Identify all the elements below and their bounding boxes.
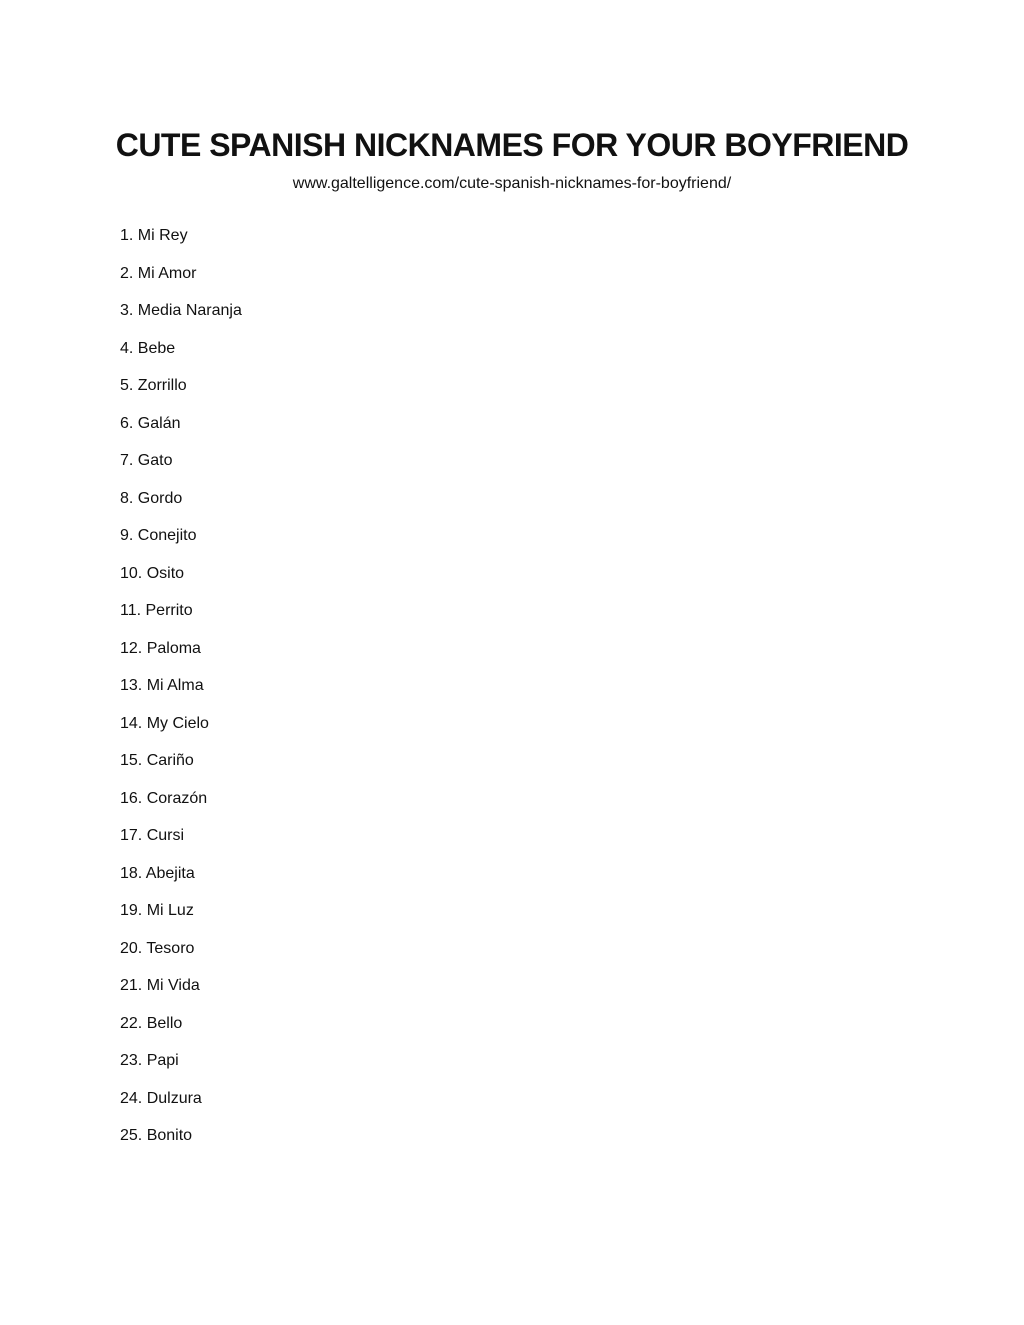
list-item: 16. Corazón [120, 789, 208, 807]
list-item: 3. Media Naranja [120, 302, 242, 319]
list-item: 23. Papi [120, 1052, 179, 1069]
list-item: 19. Mi Luz [120, 902, 194, 919]
list-item: 21. Mi Vida [120, 977, 200, 994]
list-item: 8. Gordo [120, 489, 183, 507]
list-item: 1. Mi Rey [120, 227, 188, 244]
page-title: CUTE SPANISH NICKNAMES FOR YOUR BOYFRIEND [115, 127, 909, 163]
list-item: 4. Bebe [120, 339, 176, 357]
nickname-list [120, 225, 242, 1163]
list-item: 9. Conejito [120, 527, 197, 544]
list-item: 12. Paloma [120, 639, 201, 657]
list-item: 15. Cariño [120, 752, 194, 769]
list-item: 24. Dulzura [120, 1089, 202, 1107]
list-item: 10. Osito [120, 564, 185, 582]
list-item: 11. Perrito [120, 602, 193, 619]
list-item: 7. Gato [120, 452, 173, 469]
list-item: 2. Mi Amor [120, 264, 197, 282]
list-item: 14. My Cielo [120, 714, 209, 732]
list-item: 5. Zorrillo [120, 377, 187, 394]
list-item: 25. Bonito [120, 1127, 193, 1144]
list-item: 17. Cursi [120, 827, 185, 844]
list-item: 18. Abejita [120, 864, 195, 882]
list-item: 13. Mi Alma [120, 677, 204, 694]
list-item: 20. Tesoro [120, 939, 195, 957]
list-item: 22. Bello [120, 1014, 183, 1032]
list-item: 6. Galán [120, 414, 181, 432]
source-url: www.galtelligence.com/cute-spanish-nicknames-for-boyfriend/ [292, 175, 732, 192]
